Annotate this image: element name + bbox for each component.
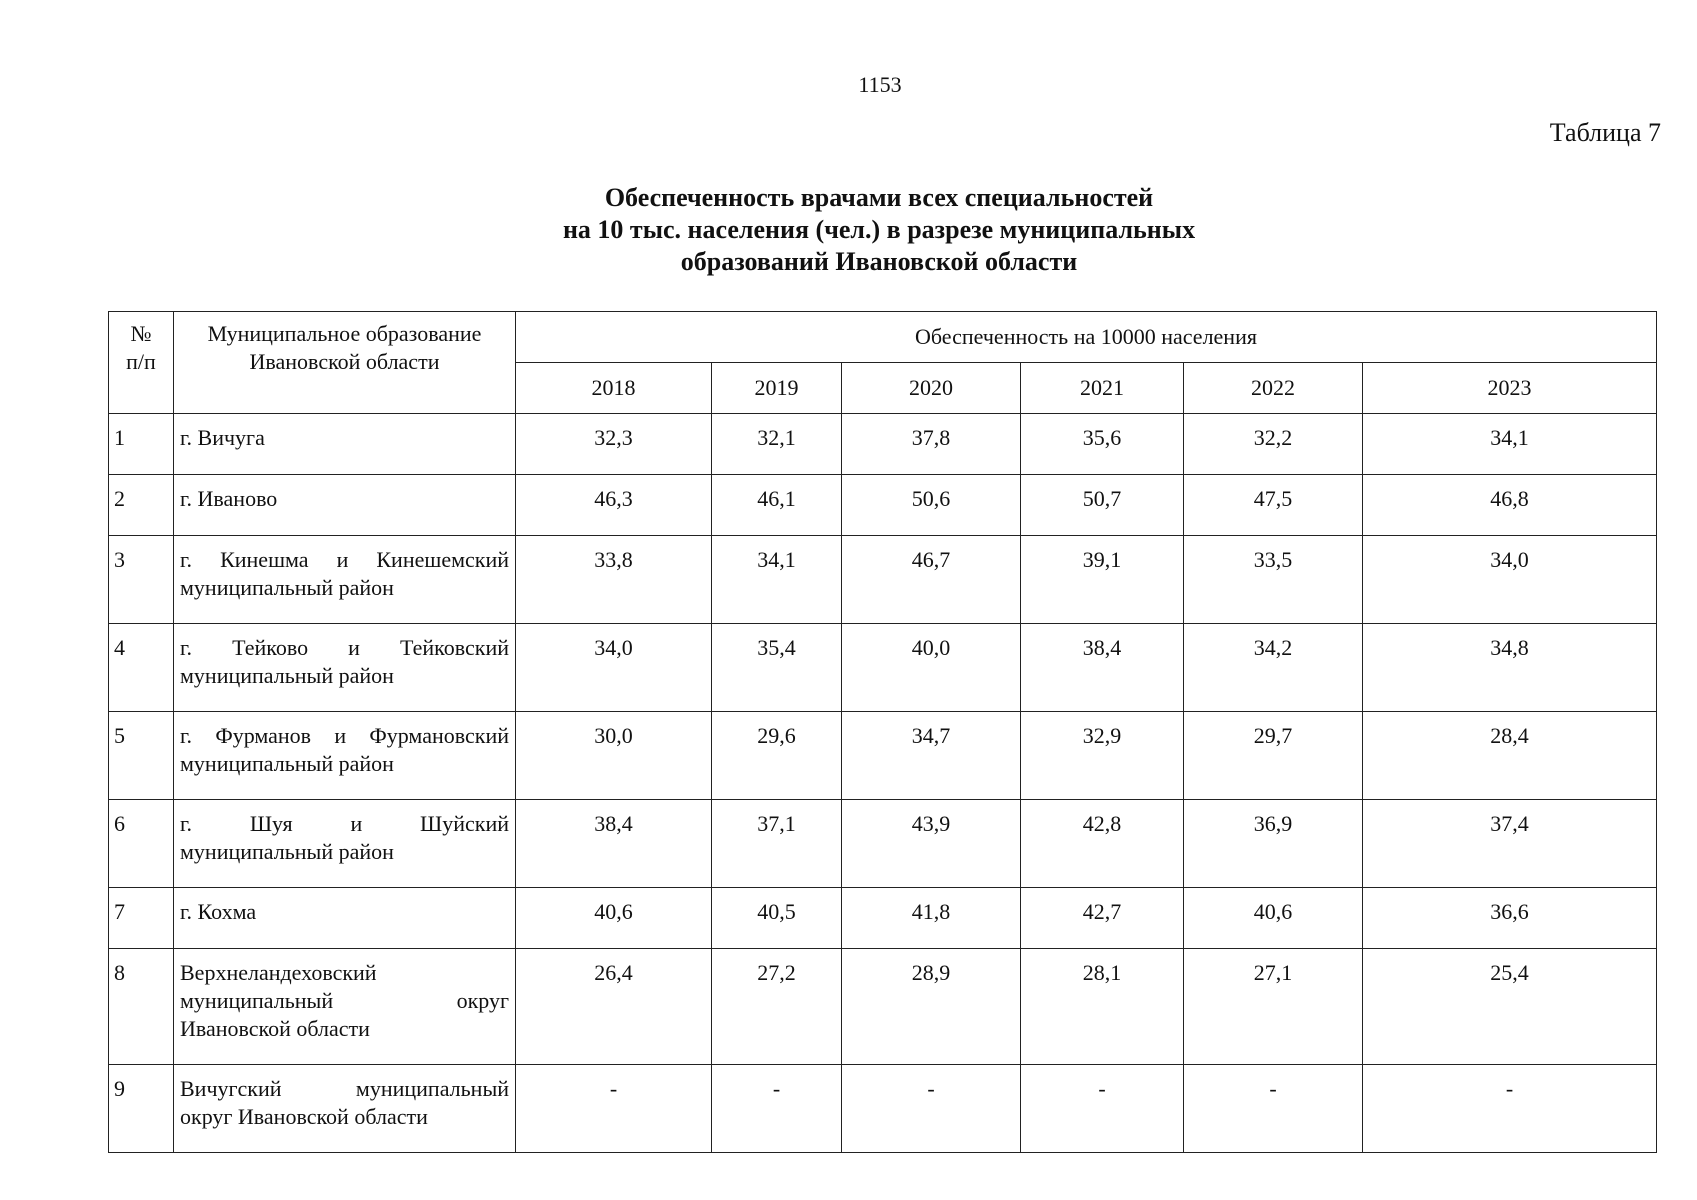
row-number: 7 (109, 888, 174, 949)
municipality-name (174, 800, 516, 888)
value-cell: 40,0 (842, 624, 1021, 712)
value-cell: 26,4 (516, 949, 712, 1065)
table-row (109, 712, 1657, 800)
value-cell: 43,9 (842, 800, 1021, 888)
value-cell: 46,7 (842, 536, 1021, 624)
value-cell: - (712, 1065, 842, 1153)
table-label: Таблица 7 (1549, 118, 1661, 147)
value-cell: 32,2 (1184, 414, 1363, 475)
value-cell: 28,1 (1021, 949, 1184, 1065)
municipality-name (174, 888, 516, 949)
value-cell: 47,5 (1184, 475, 1363, 536)
table-row (109, 949, 1657, 1065)
value-cell: 37,8 (842, 414, 1021, 475)
value-cell: 46,8 (1363, 475, 1657, 536)
value-cell: 34,0 (516, 624, 712, 712)
header-year-2018: 2018 (516, 363, 712, 414)
name-line: муниципальный район (180, 663, 394, 688)
municipality-name (174, 624, 516, 712)
value-cell: 33,5 (1184, 536, 1363, 624)
value-cell: 29,7 (1184, 712, 1363, 800)
name-line: Верхнеландеховский (180, 960, 377, 985)
value-cell: - (1021, 1065, 1184, 1153)
municipality-name (174, 475, 516, 536)
value-cell: 28,4 (1363, 712, 1657, 800)
row-number: 3 (109, 536, 174, 624)
row-number: 4 (109, 624, 174, 712)
value-cell: 40,6 (1184, 888, 1363, 949)
name-line: г. Шуя и Шуйский (180, 811, 509, 836)
municipality-name (174, 1065, 516, 1153)
row-number: 1 (109, 414, 174, 475)
name-line: муниципальный район (180, 839, 394, 864)
table-row (109, 475, 1657, 536)
value-cell: 39,1 (1021, 536, 1184, 624)
municipality-name (174, 712, 516, 800)
header-year-2022: 2022 (1184, 363, 1363, 414)
header-year-2020: 2020 (842, 363, 1021, 414)
header-municipality-line: Ивановской области (249, 349, 440, 374)
value-cell: 25,4 (1363, 949, 1657, 1065)
name-line: г. Вичуга (180, 425, 265, 450)
value-cell: 28,9 (842, 949, 1021, 1065)
header-year-2023: 2023 (1363, 363, 1657, 414)
value-cell: 35,4 (712, 624, 842, 712)
row-number: 9 (109, 1065, 174, 1153)
title-line: на 10 тыс. населения (чел.) в разрезе муниципальных (562, 215, 1196, 244)
value-cell: 38,4 (1021, 624, 1184, 712)
value-cell: 34,1 (712, 536, 842, 624)
row-number: 2 (109, 475, 174, 536)
value-cell: 42,7 (1021, 888, 1184, 949)
municipality-name (174, 949, 516, 1065)
value-cell: 32,3 (516, 414, 712, 475)
value-cell: 36,9 (1184, 800, 1363, 888)
value-cell: 37,1 (712, 800, 842, 888)
row-number: 8 (109, 949, 174, 1065)
page-number: 1153 (858, 72, 902, 97)
value-cell: 27,2 (712, 949, 842, 1065)
header-number-line: п/п (126, 349, 156, 374)
header-number-line: № (130, 321, 152, 346)
header-year-2021: 2021 (1021, 363, 1184, 414)
value-cell: 35,6 (1021, 414, 1184, 475)
value-cell: 32,1 (712, 414, 842, 475)
name-line: г. Тейково и Тейковский (180, 635, 509, 660)
value-cell: - (842, 1065, 1021, 1153)
row-number: 5 (109, 712, 174, 800)
value-cell: 50,6 (842, 475, 1021, 536)
value-cell: 37,4 (1363, 800, 1657, 888)
name-line: Вичугский муниципальный (180, 1076, 509, 1101)
header-number (109, 312, 174, 414)
value-cell: 34,0 (1363, 536, 1657, 624)
value-cell: 34,2 (1184, 624, 1363, 712)
row-number: 6 (109, 800, 174, 888)
name-line: г. Фурманов и Фурмановский (180, 723, 509, 748)
name-line: округ Ивановской области (180, 1104, 428, 1129)
value-cell: 34,8 (1363, 624, 1657, 712)
table-row (109, 888, 1657, 949)
name-line: муниципальный район (180, 751, 394, 776)
name-line: г. Иваново (180, 486, 278, 511)
value-cell: 27,1 (1184, 949, 1363, 1065)
value-cell: 50,7 (1021, 475, 1184, 536)
name-line: г. Кинешма и Кинешемский (180, 547, 509, 572)
table-row (109, 800, 1657, 888)
table-row (109, 624, 1657, 712)
header-municipality-line: Муниципальное образование (207, 321, 482, 346)
municipality-name (174, 414, 516, 475)
value-cell: 36,6 (1363, 888, 1657, 949)
name-line: муниципальный район (180, 575, 394, 600)
title-line: Обеспеченность врачами всех специальностей (604, 183, 1154, 212)
value-cell: 40,6 (516, 888, 712, 949)
value-cell: 34,1 (1363, 414, 1657, 475)
value-cell: 46,3 (516, 475, 712, 536)
value-cell: 41,8 (842, 888, 1021, 949)
value-cell: 33,8 (516, 536, 712, 624)
value-cell: 32,9 (1021, 712, 1184, 800)
value-cell: 46,1 (712, 475, 842, 536)
title-line: образований Ивановской области (680, 247, 1078, 276)
value-cell: 42,8 (1021, 800, 1184, 888)
table-row (109, 414, 1657, 475)
table-row (109, 536, 1657, 624)
value-cell: - (1184, 1065, 1363, 1153)
header-year-2019: 2019 (712, 363, 842, 414)
data-table (108, 311, 1657, 1153)
name-line: г. Кохма (180, 899, 257, 924)
value-cell: 40,5 (712, 888, 842, 949)
header-coverage-group: Обеспеченность на 10000 населения (516, 312, 1657, 363)
table-title (400, 182, 1358, 278)
value-cell: 30,0 (516, 712, 712, 800)
value-cell: 38,4 (516, 800, 712, 888)
municipality-name (174, 536, 516, 624)
value-cell: 29,6 (712, 712, 842, 800)
value-cell: 34,7 (842, 712, 1021, 800)
value-cell: - (516, 1065, 712, 1153)
name-line: Ивановской области (180, 1016, 370, 1041)
header-municipality (174, 312, 516, 414)
table-row (109, 1065, 1657, 1153)
value-cell: - (1363, 1065, 1657, 1153)
name-line: муниципальный округ (180, 988, 509, 1013)
